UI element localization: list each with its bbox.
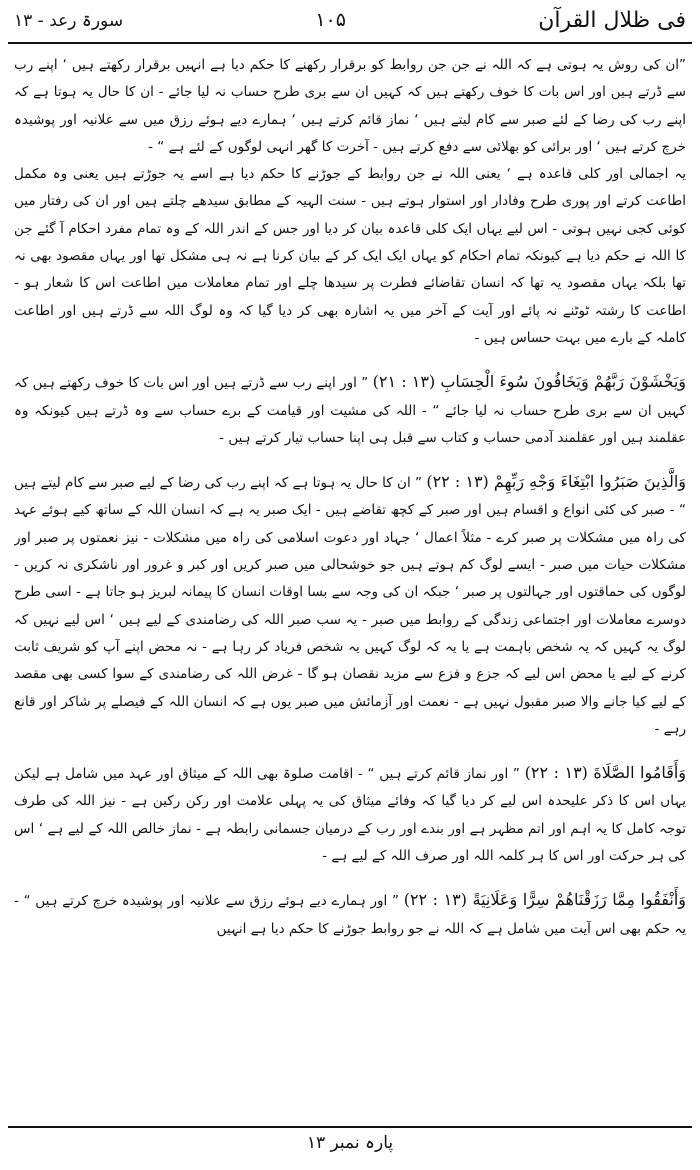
page-number: ۱۰۵ (315, 9, 346, 31)
paragraph-text: ”ان کی روش یہ ہوتی ہے کہ اللہ نے جن جن روابط کو برقرار رکھنے کا حکم دیا ہے انہیں برقرار رکھتے ہیں ‘ اپنے رب سے ڈرتے ہیں اور اس بات کا خوف رکھتے ہیں کہ کہیں ان سے بری طرح حساب نہ لیا جائے - ان کا حال یہ ہوتا ہے کہ اپنے رب کی رضا کے لئے صبر سے کام لیتے ہیں ‘ نماز قائم کرتے ہیں ‘ ہمارے دیے ہوئے رزق میں سے علانیہ اور پوشیدہ خرچ کرتے ہیں ‘ اور برائی کو بھلائی سے دفع کرتے ہیں - آخرت کا گھر انہی لوگوں کے لئے ہے “ - (14, 57, 686, 155)
paragraph-5 (14, 759, 686, 870)
surah-label: سورۃ رعد - ۱۳ (14, 10, 124, 31)
paragraph-text: ” اور ہمارے دیے ہوئے رزق سے علانیہ اور پوشیدہ خرچ کرتے ہیں “ - یہ حکم بھی اس آیت میں شامل ہے کہ اللہ نے جو روابط جوڑنے کا حکم دیا ہے انہیں (14, 893, 686, 937)
paragraph-text: ” اور اپنے رب سے ڈرتے ہیں اور اس بات کا خوف رکھتے ہیں کہ کہیں ان سے بری طرح حساب نہ لیا جائے “ - اللہ کی مشیت اور قیامت کے برے حساب سے وہ ڈرتے ہیں کیونکہ وہ عقلمند ہیں اور عقلمند آدمی حساب و کتاب سے قبل ہی اپنا حساب تیار کرتے ہیں - (14, 375, 686, 446)
quran-verse: وَالَّذِينَ صَبَرُوا ابْتِغَاءَ وَجْهِ رَبِّهِمْ (۱۳ : ۲۲) (426, 472, 686, 492)
para-label: پارہ نمبر ۱۳ (306, 1133, 394, 1153)
footer-divider (8, 1126, 692, 1128)
quran-verse: وَأَنْفَقُوا مِمَّا رَزَقْنَاهُمْ سِرًّا وَعَلَانِيَةً (۱۳ : ۲۲) (403, 890, 686, 910)
quran-verse: وَأَقَامُوا الصَّلَاةَ (۱۳ : ۲۲) (524, 763, 686, 783)
page-footer (0, 1132, 700, 1162)
page-body (14, 52, 686, 1120)
paragraph-text: ” اور نماز قائم کرتے ہیں “ - اقامت صلوۃ بھی اللہ کے میثاق اور عہد میں شامل ہے لیکن یہاں اس کا ذکر علیحدہ اس لیے کر دیا گیا کہ وفائے میثاق کی یہ پہلی علامت اور رکن رکین ہے - نیز اللہ کی طرف توجہ کامل کا یہ اہم اور اتم مظہر ہے اور بندے اور رب کے درمیان جسمانی رابطہ ہے - نماز خالص اللہ کے لیے ہے ‘ اس کی ہر حرکت اور اس کا ہر کلمہ اللہ اور صرف اللہ کے لیے ہے - (14, 766, 686, 865)
paragraph-3 (14, 368, 686, 452)
paragraph-text: یہ اجمالی اور کلی قاعدہ ہے ‘ یعنی اللہ نے جن روابط کے جوڑنے کا حکم دیا ہے اسے یہ جوڑتے ہیں یعنی وہ مکمل اطاعت کرتے اور پوری طرح وفادار اور استوار ہوتے ہیں - سنت الہیہ کے مطابق سیدھے چلتے ہیں اور ان کی رفتار میں کوئی کجی نہیں ہوتی - اس لیے یہاں ایک کلی قاعدہ بیان کر دیا اور جس کے اندر اللہ کے وہ تمام مفرد احکام آ گئے جن کا اللہ نے حکم دیا ہے کیونکہ تمام احکام کو یہاں ایک ایک کر کے بیان کرنا ہے نہ ہی مشکل تھا اور یہاں مقصود بھی نہ تھا بلکہ یہاں مقصود یہ تھا کہ انسان تقاضائے فطرت پر سیدھا چلے اور تمام معاملات میں اطاعت اس کا شعار ہو - اطاعت کا رشتہ ٹوٹنے نہ پائے اور آیت کے آخر میں یہ اشارہ بھی کر دیا گیا کہ وہ لوگ اللہ سے ڈرتے ہیں اور اطاعت کاملہ کے بارے میں بہت حساس ہیں - (14, 166, 686, 346)
quran-verse: وَيَخْشَوْنَ رَبَّهُمْ وَيَخَافُونَ سُوءَ الْحِسَابِ (۱۳ : ۲۱) (372, 372, 686, 392)
paragraph-text: ” ان کا حال یہ ہوتا ہے کہ اپنے رب کی رضا کے لیے صبر سے کام لیتے ہیں “ - صبر کی کئی انواع و اقسام ہیں اور صبر کے کچھ تقاضے ہیں - ایک صبر یہ ہے کہ انسان اللہ کے ساتھ کیے ہوئے عہد کی راہ میں مشکلات پر صبر کرے - مثلاً اعمال ‘ جہاد اور دعوت اسلامی کی راہ میں مشکلات - نیز نعمتوں پر صبر اور مشکلات حیات میں صبر - ایسے لوگ کم ہوتے ہیں جو خوشحالی میں صبر کریں اور کبر و غرور اور ناشکری نہ کریں - لوگوں کی حماقتوں اور جہالتوں پر صبر ‘ جبکہ ان کی وجہ سے بسا اوقات انسان کا پیمانہ لبریز ہو جاتا ہے - اسی طرح دوسرے معاملات اور اجتماعی زندگی کے روابط میں صبر - یہ سب صبر اللہ کی رضامندی کے لیے ہیں ‘ اس لیے نہیں کہ لوگ یہ کہیں کہ یہ شخص باہمت ہے یا یہ کہ لوگ کہیں یہ شخص فریاد کر رہا ہے - نہ محض اپنے آپ کو شریف ثابت کرنے کے لیے یا محض اس لیے کہ جزع و فزع سے مزید نقصان ہو گا - غرض اللہ کی رضامندی کے سوا کسی بھی مقصد کے لیے کیا جانے والا صبر مقبول نہیں ہے - نعمت اور آزمائش میں صبر یوں ہے کہ انسان اللہ کے فیصلے پر شاکر اور قانع رہے - (14, 475, 686, 737)
paragraph-6 (14, 886, 686, 943)
page-header (14, 0, 686, 40)
paragraph-4 (14, 468, 686, 743)
book-title: فی ظلال القرآن (538, 7, 686, 33)
paragraph-1 (14, 52, 686, 161)
paragraph-2 (14, 161, 686, 352)
header-divider (8, 42, 692, 44)
